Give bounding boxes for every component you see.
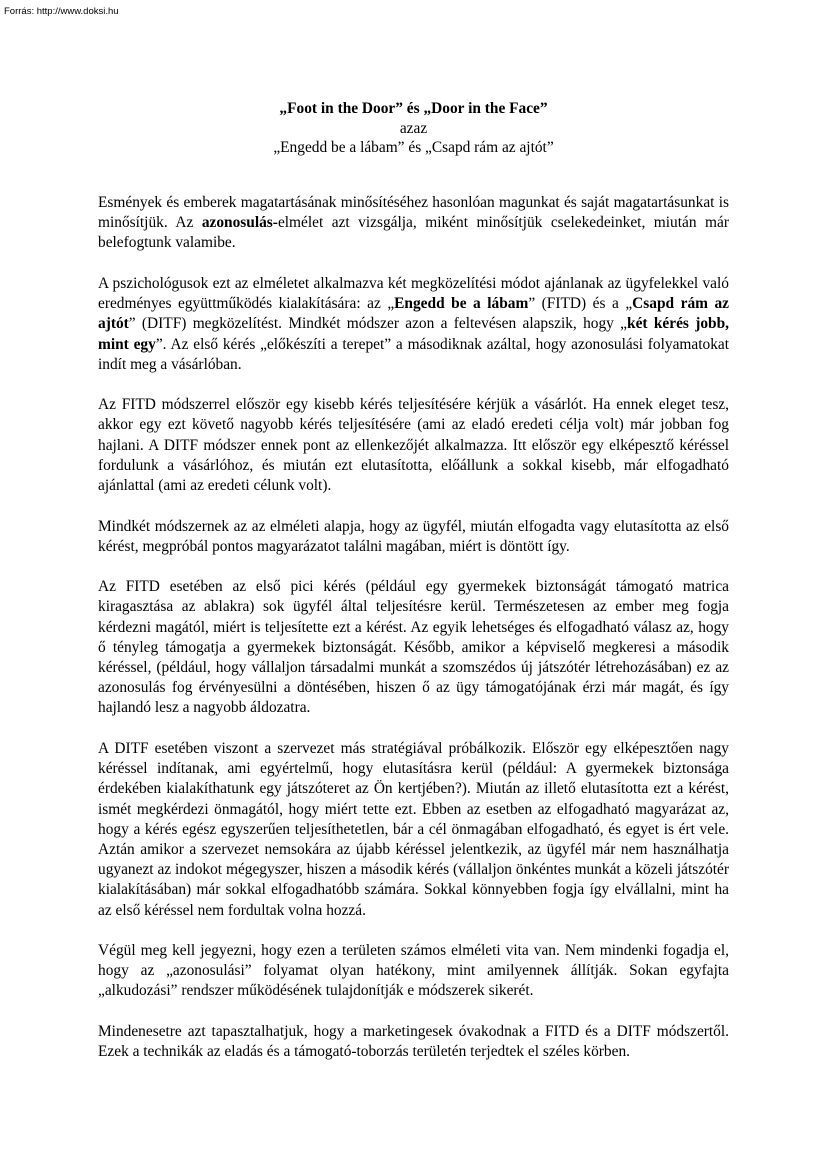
term-ditf: Csapd rám az ajtót [98, 295, 730, 333]
term-azonosulas: azonosulás- [201, 214, 278, 232]
paragraph-7: Végül meg kell jegyezni, hogy ezen a területen számos elméleti vita van. Nem mindenki fogadja el, hogy az „azonosulási” folyamat olyan hatékony, mint amilyennek állítják. Sokan egyfajta „alkudozási” rendszer működésének tulajdonítják e módszerek sikerét. [98, 942, 729, 1000]
page-subtitle: „Engedd be a lábam” és „Csapd rám az ajtót” [273, 139, 554, 156]
paragraph-5: Az FITD esetében az első pici kérés (például egy gyermekek biztonságát támogató matrica kiragasztása az ablakra) sok ügyfél által teljesítésre kerül. Természetesen az ember meg fogja kérdezni magától, miért is teljesítette ezt a kérést. Az egyik lehetséges és elfogadható válasz az, hogy ő tényleg támogatja a gyermekek biztonságát. Később, amikor a képviselő megkeresi a második kéréssel, (például, hogy vállaljon társadalmi munkát a szomszédos új játszótér létrehozásában) ez az azonosulás fog érvényesülni a döntésében, hiszen ő az ügy támogatójának érzi már magát, és így hajlandó lesz a nagyobb áldozatra. [98, 578, 729, 717]
paragraph-8: Mindenesetre azt tapasztalhatjuk, hogy a marketingesek óvakodnak a FITD és a DITF módszertől. Ezek a technikák az eladás és a támogató-toborzás területén terjedtek el széles körben. [98, 1022, 729, 1061]
term-fitd: Engedd be a lábam [394, 295, 529, 313]
paragraph-2-text-g: ”. Az első kérés „előkészíti a terepet” a másodiknak azáltal, hogy azonosulási folyamatokat indít meg a vásárlóban. [98, 335, 729, 373]
paragraph-2-text-c: ” (FITD) és a „ [528, 295, 633, 313]
title-block [98, 99, 729, 158]
paragraph-2 [98, 274, 729, 375]
paragraph-2-text-a: A pszichológusok ezt az elméletet alkalmazva két megközelítési módot ajánlanak az ügyfelekkel való eredményes együttműködés kialakítására: az „ [98, 274, 729, 313]
paragraph-1-text-c: elmélet azt vizsgálja, miként minősítjük cselekedeinket, miután már belefogtunk valamibe. [98, 214, 729, 252]
paragraph-4: Mindkét módszernek az az elméleti alapja, hogy az ügyfél, miután elfogadta vagy elutasította az első kérést, megpróbál pontos magyarázatot találni magában, miért is döntött így. [98, 517, 729, 555]
paragraph-3: Az FITD módszerrel először egy kisebb kérés teljesítésére kérjük a vásárlót. Ha ennek eleget tesz, akkor egy ezt követő nagyobb kérés teljesítésére (ami az eladó eredeti célja volt) már jobban fog hajlani. A DITF módszer ennek pont az ellenkezőjét alkalmazza. Itt először egy elképesztő kéréssel fordulunk a vásárlóhoz, és miután ezt elutasította, előállunk a sokkal kisebb, már elfogadható ajánlattal (ami az eredeti célunk volt). [98, 396, 729, 495]
document-body [98, 193, 729, 1062]
paragraph-6: A DITF esetében viszont a szervezet más stratégiával próbálkozik. Először egy elképesztően nagy kéréssel indítanak, ami egyértelmű, hogy elutasításra kerül (például: A gyermekek biztonsága érdekében kialakíthatunk egy játszóteret az Ön kertjében?). Miután az illető elutasította ezt a kérést, ismét megkérdezi önmagától, hogy miért tette ezt. Ebben az esetben az elfogadható magyarázat az, hogy a kérés egész egyszerűen teljesíthetetlen, bár a cél önmagában elfogadható, és egyet is ért vele. Aztán amikor a szervezet nemsokára az újabb kéréssel jelentkezik, az ügyfél már nem használhatja ugyanezt az indokot mégegyszer, hiszen a második kérés (vállaljon önkéntes munkát a közeli játszótér kialakításában) már sokkal elfogadhatóbb számára. Sokkal könnyebben fogja így elvállalni, mint ha az első kéréssel nem fordultak volna hozzá. [98, 739, 729, 919]
paragraph-1-text-a: Esmények és emberek magatartásának minősítéséhez hasonlóan magunkat és saját magatartásunkat is minősítjük. Az [98, 194, 729, 232]
source-note: Forrás: http://www.doksi.hu [4, 6, 119, 17]
paragraph-2-text-e: ” (DITF) megközelítést. Mindkét módszer azon a feltevésen alapszik, hogy „ [128, 315, 628, 333]
title-connector: azaz [399, 119, 428, 137]
term-ket-keres: két kérés jobb, mint egy [98, 315, 729, 353]
paragraph-1 [98, 193, 729, 254]
page-title: „Foot in the Door” és „Door in the Face” [279, 100, 548, 117]
